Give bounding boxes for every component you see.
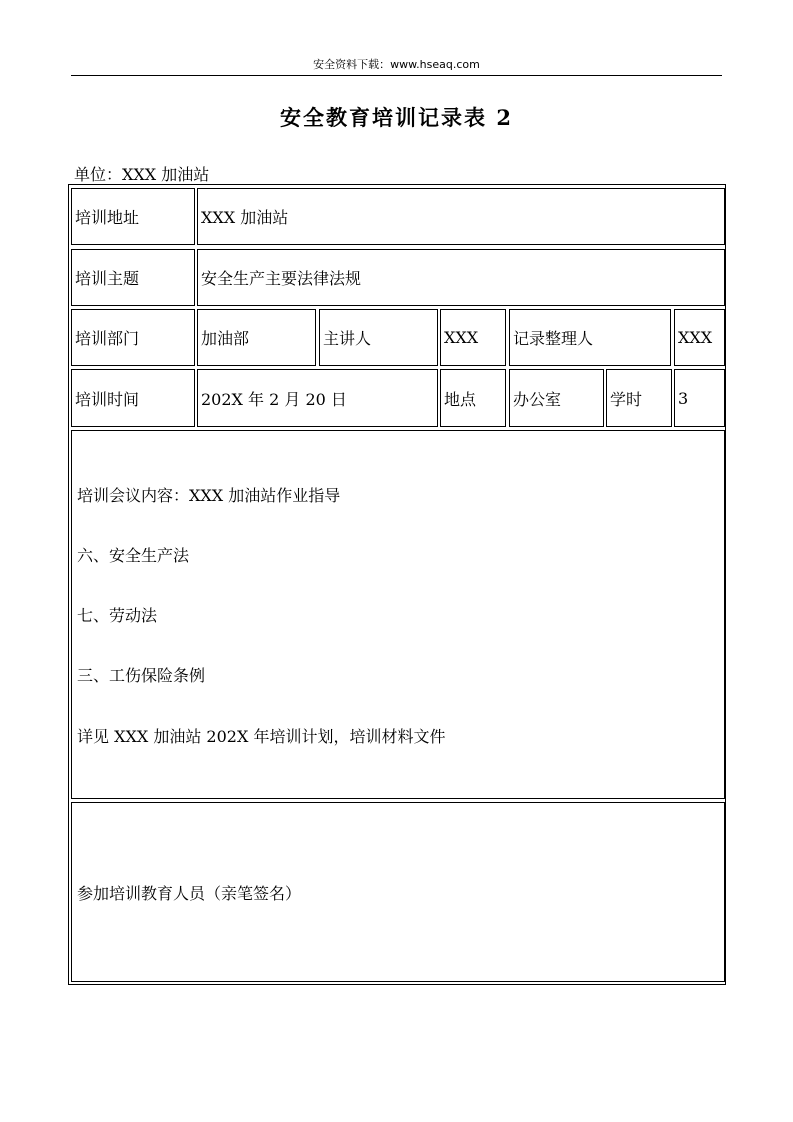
attendees-label: 参加培训教育人员（亲笔签名） <box>77 884 302 903</box>
speaker-label: 主讲人 <box>319 309 438 366</box>
place-label: 地点 <box>440 369 506 427</box>
content-item: 七、劳动法 <box>77 606 158 625</box>
location-value: XXX 加油站 <box>197 188 725 245</box>
page-header: 安全资料下载：www.hseaq.com <box>313 58 480 71</box>
attendees-box <box>71 802 725 982</box>
training-content-box <box>71 430 725 799</box>
topic-label: 培训主题 <box>71 249 195 306</box>
record-table <box>68 184 726 985</box>
dept-label: 培训部门 <box>71 309 195 366</box>
speaker-value: XXX <box>440 309 506 366</box>
time-label: 培训时间 <box>71 369 195 427</box>
recorder-value: XXX <box>674 309 725 366</box>
content-item: 六、安全生产法 <box>77 546 190 565</box>
content-item: 三、工伤保险条例 <box>77 666 206 685</box>
content-note: 详见 XXX 加油站 202X 年培训计划，培训材料文件 <box>77 727 446 746</box>
header-divider <box>71 75 722 76</box>
hours-label: 学时 <box>606 369 672 427</box>
content-heading: 培训会议内容：XXX 加油站作业指导 <box>77 486 341 505</box>
page-title: 安全教育培训记录表 2 <box>280 105 513 130</box>
location-label: 培训地址 <box>71 188 195 245</box>
topic-value: 安全生产主要法律法规 <box>197 249 725 306</box>
recorder-label: 记录整理人 <box>509 309 671 366</box>
unit-label: 单位：XXX 加油站 <box>74 165 210 184</box>
time-value: 202X 年 2 月 20 日 <box>197 369 438 427</box>
place-value: 办公室 <box>509 369 604 427</box>
hours-value: 3 <box>674 369 725 427</box>
dept-value: 加油部 <box>197 309 316 366</box>
